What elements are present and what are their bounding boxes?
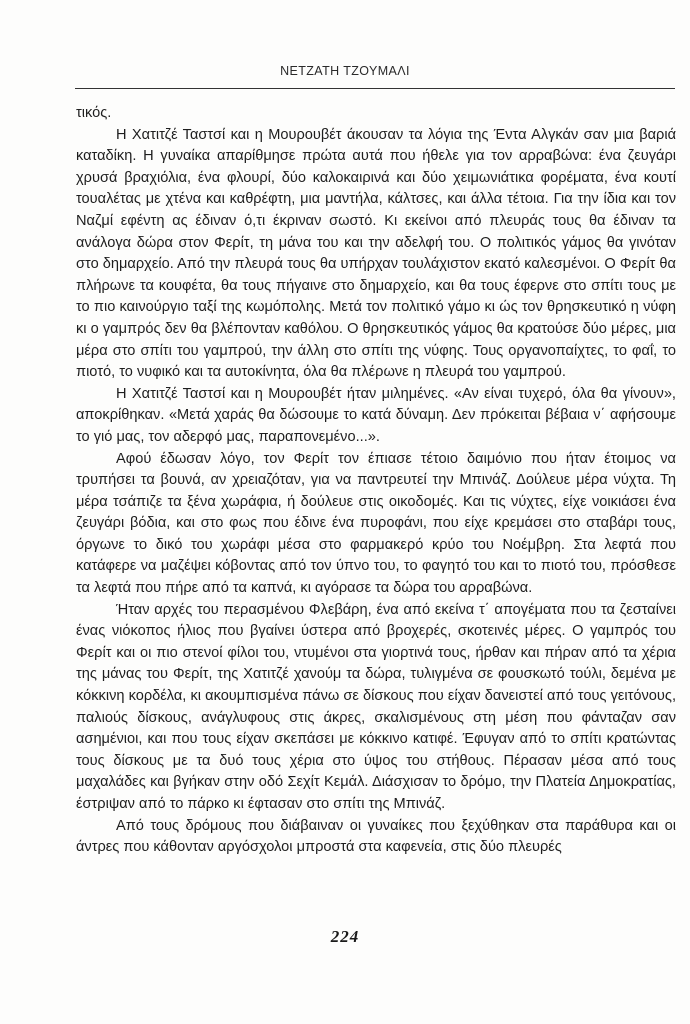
paragraph-continuation: τικός. xyxy=(76,105,112,121)
paragraph: Η Χατιτζέ Ταστσί και η Μουρουβέτ άκουσαν τα λόγια της Έντα Αλγκάν σαν μια βαριά καταδίκη. Η γυναίκα απαρίθμησε πρώτα αυτά που ήθελε για τον αρραβώνα: ένα ζευγάρι χρυσά βραχιόλια, ένα φλουρί, δύο καλοκαιρινά και δύο χειμωνιάτικα φορέματα, ένα κουτί τουαλέτας με χτένα και καθρέφτη, μια μαντήλα, κάλτσες, και άλλα τέτοια. Για την ίδια και τον Ναζμί εφέντη ας έδιναν ό,τι έκριναν σωστό. Κι εκείνοι από πλευράς τους θα έδιναν τα ανάλογα δώρα στον Φερίτ, τη μάνα του και την αδελφή του. Ο πολιτικός γάμος θα γινόταν στο δημαρχείο. Από την πλευρά τους θα υπήρχαν τουλάχιστον εκατό καλεσμένοι. Ο Φερίτ θα πλήρωνε τα κουφέτα, θα τους πήγαινε στο δημαρχείο, και θα τους έφερνε στο σπίτι τους με το πιο καινούργιο ταξί της κωμόπολης. Μετά τον πολιτικό γάμο κι ώς τον θρησκευτικό η νύφη κι ο γαμπρός δεν θα βλέπονταν καθόλου. Ο θρησκευτικός γάμος θα κρατούσε δύο μέρες, μια μέρα στο σπίτι του γαμπρού, την άλλη στο σπίτι της νύφης. Τους οργανοπαίχτες, το φαΐ, το πιοτό, το νυφικό και τα αυτοκίνητα, όλα θα πλέρωνε η πλευρά του γαμπρού. xyxy=(76,126,676,381)
running-header-title: ΝΕΤΖΑΤΗ ΤΖΟΥΜΑΛΙ xyxy=(280,64,410,78)
paragraph: Η Χατιτζέ Ταστσί και η Μουρουβέτ ήταν μιλημένες. «Αν είναι τυχερό, όλα θα γίνουν», αποκρίθηκαν. «Μετά χαράς θα δώσουμε το κατά δύναμη. Δεν πρόκειται βέβαια ν΄ αφήσουμε το γιό μας, τον αδερφό μας, παραπονεμένο...». xyxy=(76,385,676,445)
paragraph: Αφού έδωσαν λόγο, τον Φερίτ τον έπιασε τέτοιο δαιμόνιο που ήταν έτοιμος να τρυπήσει τα βουνά, αν χρειαζόταν, για να παντρευτεί την Μπινάζ. Δούλευε μέρα νύχτα. Τη μέρα τσάπιζε τα ξένα χωράφια, ή δούλευε στις οικοδομές. Και τις νύχτες, είχε νοικιάσει ένα ζευγάρι βόδια, και στο φως που έδινε ένα πυροφάνι, που είχε κρεμάσει στο σταβάρι τους, όργωνε το δικό του χωράφι μέσα στο φαρμακερό κρύο του Νοέμβρη. Στα λεφτά που κατάφερε να μαζέψει κόβοντας από τον ύπνο του, το φαγητό του και το πιοτό του, πρόσθεσε τα λεφτά που πήρε από τα καπνά, κι αγόρασε τα δώρα του αρραβώνα. xyxy=(76,450,676,597)
body-text xyxy=(76,103,676,859)
paragraph: Ήταν αρχές του περασμένου Φλεβάρη, ένα από εκείνα τ΄ απογέματα που τα ζεσταίνει ένας νιόκοπος ήλιος που βγαίνει ύστερα από βροχερές, σκοτεινές μέρες. Ο γαμπρός του Φερίτ και οι πιο στενοί φίλοι του, ντυμένοι στα γιορτινά τους, ήρθαν και πήραν από τα χέρια της μάνας του Φερίτ, της Χατιτζέ χανούμ τα δώρα, τυλιγμένα σε φουσκωτό τούλι, δεμένα με κόκκινη κορδέλα, κι ακουμπισμένα πάνω σε δίσκους που είχαν δανειστεί από τους γειτόνους, παλιούς δίσκους, ανάγλυφους στις άκρες, σκαλισμένους στη μέση που φάνταζαν σαν ασημένιοι, και που τους είχαν σκεπάσει με κόκκινο κατιφέ. Έφυγαν από το σπίτι κρατώντας τους δίσκους με τα δυό τους χέρια στο ύψος του στήθους. Πέρασαν μέσα από τους μαχαλάδες και βγήκαν στην οδό Σεχίτ Κεμάλ. Διάσχισαν το δρόμο, την Πλατεία Δημοκρατίας, έστριψαν από το πάρκο κι έφτασαν στο σπίτι της Μπινάζ. xyxy=(76,601,676,812)
header-rule xyxy=(75,88,675,89)
paragraph: Από τους δρόμους που διάβαιναν οι γυναίκες που ξεχύθηκαν στα παράθυρα και οι άντρες που κάθονταν αργόσχολοι μπροστά στα καφενεία, στις δύο πλευρές xyxy=(76,817,676,856)
page-number: 224 xyxy=(330,927,360,946)
